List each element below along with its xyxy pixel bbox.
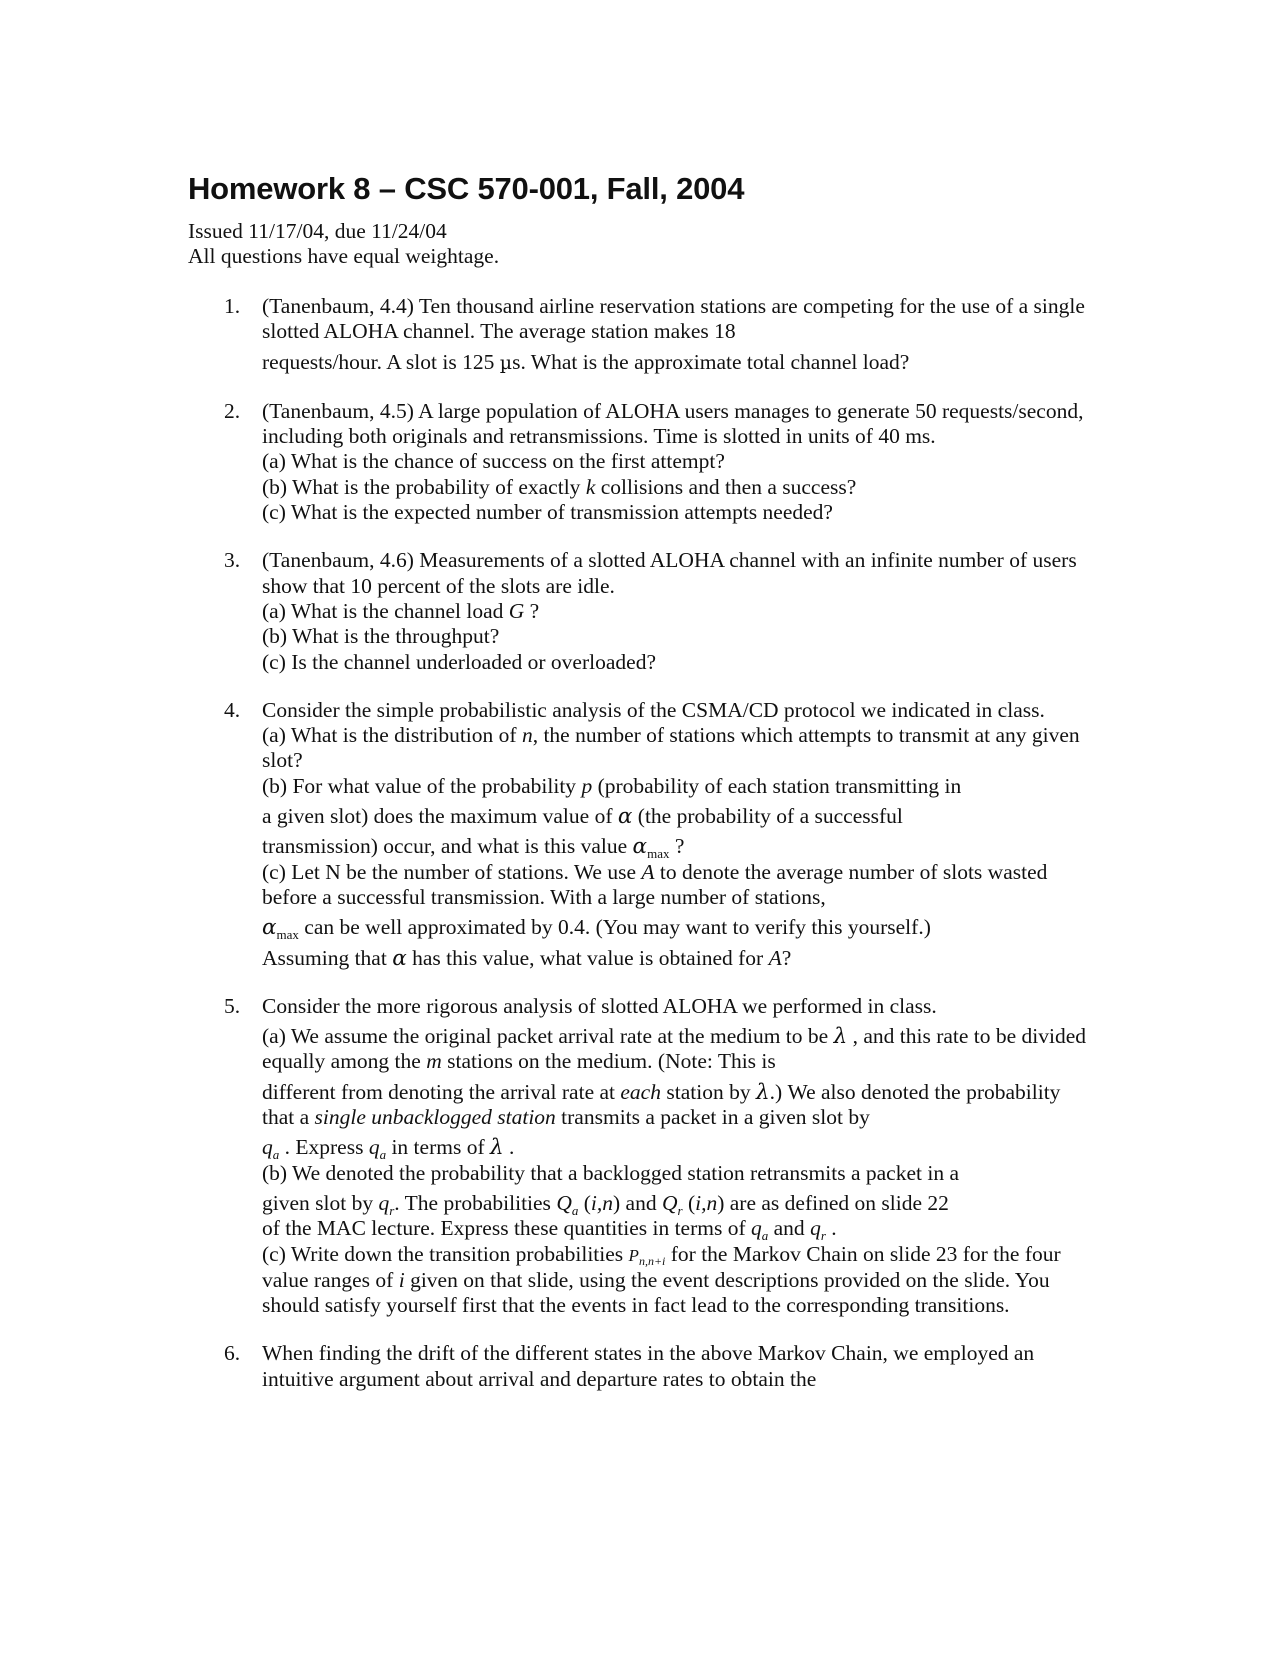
q4-part-c-line-2: [262, 915, 931, 943]
q5-text-part: stations on the medium. (Note: This is: [441, 1049, 776, 1074]
q4-text-part: (c) Let N be the number of stations. We use: [262, 859, 642, 884]
q4-part-b-line-2: [262, 804, 903, 829]
q4-part-c-line-1: [262, 860, 1098, 911]
question-number: 2.: [224, 398, 241, 423]
q5-text-part: are as defined on slide 22: [724, 1190, 949, 1215]
q2-text-part: (b) What is the probability of exactly: [262, 474, 586, 499]
q4-text-part: has this value, what value is obtained for: [406, 945, 769, 970]
q4-text-part: ?: [781, 945, 792, 970]
lambda-symbol: λ: [833, 1024, 848, 1050]
q5-part-a: [262, 1024, 1098, 1075]
q4-text-part: a given slot) does the maximum value of: [262, 804, 618, 829]
q4-part-b-line-1: [262, 774, 1098, 799]
q4-part-a: [262, 723, 1098, 774]
q1-text-part: s. What is the approximate total channel load?: [512, 349, 910, 374]
q2-part-c: (c) What is the expected number of transmission attempts needed?: [262, 500, 833, 525]
var-Q: Q: [661, 1190, 678, 1215]
q5-text-part: . The probabilities: [394, 1190, 557, 1215]
q2-part-a: (a) What is the chance of success on the first attempt?: [262, 449, 725, 474]
emphasis-each: each: [620, 1079, 661, 1104]
sub-a: a: [379, 1147, 387, 1163]
lambda-symbol: λ: [489, 1135, 504, 1161]
q2-part-b: [262, 475, 1098, 500]
q4-text-part: to denote the average number of slots wasted before a successful transmission. With a large number of stations,: [262, 859, 1048, 909]
q6-intro: When finding the drift of the different states in the above Markov Chain, we employed an intuitive argument about arrival and departure rates to obtain the: [262, 1341, 1035, 1391]
q5-text-part: for the Markov Chain on slide 23 for the four value ranges of: [262, 1241, 1061, 1292]
question-1: [188, 294, 1098, 376]
q5-text-part: (a) We assume the original packet arrival rate at the medium to be: [262, 1024, 834, 1049]
q2-intro: (Tanenbaum, 4.5) A large population of ALOHA users manages to generate 50 requests/second, including both originals and retransmissions. Time is slotted in units of 40 ms.: [262, 398, 1084, 449]
q5-text-part: , and this rate to be divided equally among the: [262, 1024, 1087, 1074]
q5-text-part: (c) Write down the transition probabilities: [262, 1241, 629, 1266]
alpha-symbol: α: [262, 915, 277, 941]
q1-text-part: requests/hour. A slot is 125: [262, 349, 500, 374]
q4-text-part: (the probability of a successful: [632, 804, 903, 829]
var-A: A: [641, 859, 655, 884]
q5-text-part: .) We also denoted the probability that a: [262, 1079, 1061, 1130]
alpha-symbol: α: [392, 945, 407, 971]
var-p: p: [581, 773, 593, 798]
q5-part-a-cont: [262, 1080, 1098, 1131]
q5-text-part: .: [825, 1216, 837, 1241]
sub-a: a: [761, 1228, 769, 1244]
q4-text-part: (a) What is the distribution of: [262, 723, 522, 748]
q3-part-a: [262, 599, 1098, 624]
q5-part-b-line-3: [262, 1216, 1098, 1244]
q4-part-b-line-3: [262, 834, 685, 862]
q5-text-part: given on that slide, using the event descriptions provided on the slide. You should satisfy yourself first that the events in fact lead to the corresponding transitions.: [262, 1267, 1050, 1318]
args-in: i,n: [590, 1190, 613, 1215]
q4-text-part: Assuming that: [262, 945, 393, 970]
question-number: 5.: [224, 993, 241, 1018]
q5-text-part: and: [768, 1216, 811, 1241]
q4-text-part: ?: [669, 834, 685, 859]
question-number: 6.: [224, 1341, 241, 1366]
issued-line: Issued 11/17/04, due 11/24/04: [188, 219, 447, 243]
q5-text-part: and: [620, 1190, 662, 1215]
q4-text-part: (probability of each station transmitting in: [592, 773, 962, 798]
q5-text-part: given slot by: [262, 1190, 379, 1215]
q4-intro: Consider the simple probabilistic analysis of the CSMA/CD protocol we indicated in class.: [262, 697, 1045, 722]
max-subscript: max: [647, 846, 670, 862]
var-i: i: [398, 1267, 405, 1292]
question-list: [188, 294, 1098, 1415]
var-P: P: [628, 1245, 639, 1265]
q5-intro: Consider the more rigorous analysis of slotted ALOHA we performed in class.: [262, 993, 937, 1018]
q4-text-part: , the number of stations which attempts to transmit at any given slot?: [262, 723, 1080, 773]
sub-r: r: [677, 1202, 683, 1218]
args-in: i,n: [695, 1190, 718, 1215]
q4-part-c-line-3: [262, 946, 791, 971]
q4-text-part: transmission) occur, and what is this value: [262, 834, 633, 859]
question-6: [188, 1341, 1098, 1392]
q5-text-part: transmits a packet in a given slot by: [555, 1105, 870, 1130]
page-title: Homework 8 – CSC 570-001, Fall, 2004: [188, 171, 745, 206]
sub-a: a: [571, 1202, 579, 1218]
var-q: q: [751, 1216, 762, 1241]
var-A: A: [768, 945, 782, 970]
alpha-symbol: α: [632, 834, 648, 860]
q1-text-line-1: (Tanenbaum, 4.4) Ten thousand airline reservation stations are competing for the use of a single slotted ALOHA channel. The average station makes 18: [262, 294, 1085, 344]
var-q: q: [810, 1216, 821, 1241]
var-m: m: [426, 1049, 442, 1074]
var-n: n: [521, 723, 533, 748]
q5-part-b-line-1: (b) We denoted the probability that a backlogged station retransmits a packet in a: [262, 1160, 959, 1185]
q5-text-part: different from denoting the arrival rate at: [262, 1079, 621, 1104]
alpha-symbol: α: [617, 804, 633, 830]
emphasis-single-unbacklogged: single unbacklogged station: [314, 1105, 556, 1130]
q5-text-part: . Express: [279, 1135, 369, 1160]
var-q: q: [262, 1135, 273, 1160]
q1-text-line-2: [262, 350, 909, 376]
question-3: [188, 548, 1098, 674]
header-meta: [188, 219, 499, 269]
max-subscript: max: [276, 927, 299, 943]
sub-nni: n,n+i: [638, 1253, 666, 1268]
question-2: [188, 399, 1098, 525]
q4-text-part: can be well approximated by 0.4. (You may want to verify this yourself.): [298, 915, 931, 940]
sub-a: a: [272, 1147, 280, 1163]
q5-part-c: [262, 1242, 1098, 1319]
sub-r: r: [820, 1228, 826, 1244]
weightage-line: All questions have equal weightage.: [188, 244, 500, 268]
q5-part-a-end: [262, 1135, 515, 1163]
var-G: G: [508, 598, 525, 623]
q3-text-part: ?: [524, 598, 540, 623]
question-4: [188, 698, 1098, 971]
q2-text-part: collisions and then a success?: [595, 474, 857, 499]
mu-symbol: µ: [499, 351, 513, 374]
q4-text-part: (b) For what value of the probability: [262, 773, 582, 798]
question-5: [188, 994, 1098, 1319]
var-Q: Q: [556, 1190, 572, 1215]
var-k: k: [585, 474, 596, 499]
var-q: q: [368, 1135, 380, 1160]
q5-text-part: station by: [660, 1079, 756, 1104]
q5-part-b-line-2: given slot by $q_r$. The probabilities $Q_a$ (i,n) and $Q_r$ (i,n) are as defined on slide 22: [262, 1190, 949, 1218]
lambda-symbol: λ: [755, 1079, 770, 1105]
question-number: 1.: [224, 294, 241, 318]
sub-r: r: [389, 1202, 395, 1218]
question-number: 4.: [224, 697, 241, 722]
q5-text-part: .: [503, 1135, 515, 1160]
q3-text-part: (a) What is the channel load: [262, 598, 509, 623]
q3-part-c: (c) Is the channel underloaded or overloaded?: [262, 649, 656, 674]
q3-part-b: (b) What is the throughput?: [262, 624, 500, 649]
q5-text-part: in terms of: [386, 1135, 490, 1160]
transition-prob: [628, 1245, 666, 1268]
question-number: 3.: [224, 548, 241, 573]
q3-intro: (Tanenbaum, 4.6) Measurements of a slotted ALOHA channel with an infinite number of users show that 10 percent of the slots are idle.: [262, 548, 1077, 598]
var-q: q: [378, 1190, 390, 1215]
q5-text-part: of the MAC lecture. Express these quantities in terms of: [262, 1216, 752, 1241]
